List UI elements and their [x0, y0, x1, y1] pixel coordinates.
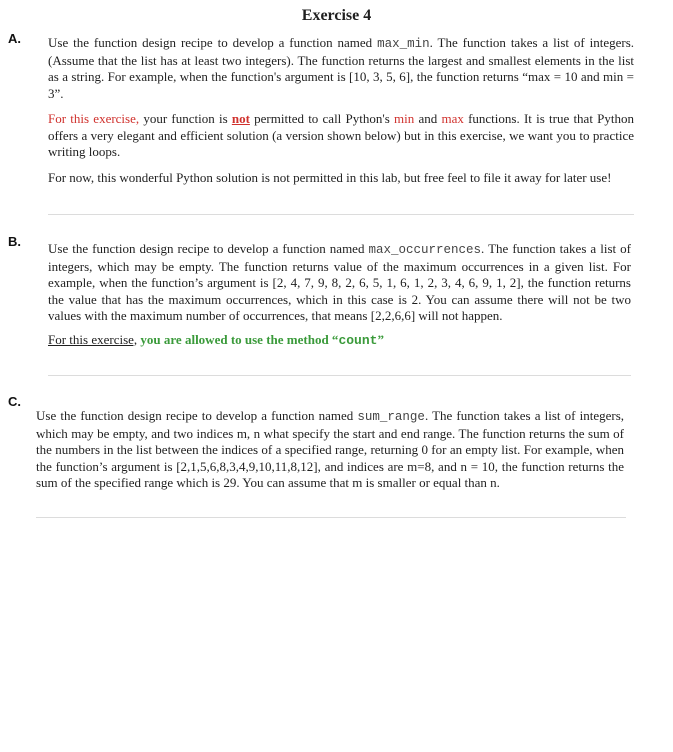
text: and [414, 111, 442, 126]
section-a-paragraph-2 [48, 111, 634, 161]
text: Use the function design recipe to develop a function named [36, 408, 358, 423]
section-b-paragraph-1 [48, 241, 631, 325]
text: Use the function design recipe to develop a function named [48, 241, 369, 256]
method-count: count [338, 332, 378, 348]
text: . The function takes a list of integers, which may be empty, and two indices m, n what specify the start and end range. The function returns the sum of the numbers in the list between the indices of a specified range, returning 0 for an empty list. For example, when the function’s argument is [2,1,5,6,8,3,4,9,10,11,8,12], and indices are m=8, and n = 10, the function returns the sum of the specified range which is 29. You can assume that m is smaller or equal than n. [36, 408, 624, 490]
function-name-max-min: max_min [377, 37, 430, 51]
text: . The function takes a list of integers, which may be empty. The function returns value of the maximum occurrences in a given list. For example, when the function’s argument is [2, 4, 7, 9, 8, 2, 6, 5, 1, 6, 1, 2, 3, 4, 6, 9, 1, 2], the function returns the value that has the maximum occurrences, which in this case is 2. You can assume there will not be two values with the maximum number of occurrences, that means [2,2,6,6] will not happen. [48, 241, 631, 323]
text: functions. It is true that Python offers a very elegant and efficient solution (a version shown below) but in this exercise, we want you to practice writing loops. [48, 111, 635, 159]
section-c-label: C. [8, 394, 21, 409]
section-a-paragraph-3: For now, this wonderful Python solution is not permitted in this lab, but free feel to file it away for later use! [48, 169, 612, 185]
section-divider [48, 375, 631, 376]
section-b [48, 241, 631, 349]
section-a [48, 35, 634, 186]
section-b-label: B. [8, 234, 21, 249]
section-b-paragraph-2 [48, 332, 631, 350]
emphasis-not: not [231, 111, 250, 126]
section-a-label: A. [8, 31, 21, 46]
highlight-text: For this exercise, [48, 111, 140, 126]
underlined-text: For this exercise, [48, 331, 138, 347]
section-a-paragraph-1 [48, 35, 634, 102]
text: permitted to call Python's [249, 111, 394, 126]
section-c [36, 408, 624, 492]
highlight-max: max [441, 111, 464, 126]
text: your function is [139, 111, 232, 126]
text: . The function takes a list of integers. (Assume that the list has at least two integers). The function returns the largest and smallest elements in the list as a string. For example, when the function's argument is [10, 3, 5, 6], the function returns “max = 10 and min = 3”. [48, 35, 635, 101]
section-c-paragraph-1 [36, 408, 624, 492]
allowed-text-end: ” [377, 331, 384, 347]
text: Use the function design recipe to develop a function named [48, 35, 378, 50]
function-name-max-occurrences: max_occurrences [368, 243, 482, 257]
allowed-text: you are allowed to use the method “ [137, 331, 339, 347]
highlight-min: min [394, 111, 415, 126]
function-name-sum-range: sum_range [357, 410, 425, 424]
section-divider [36, 517, 626, 518]
exercise-title: Exercise 4 [301, 7, 372, 24]
section-divider [48, 214, 634, 215]
